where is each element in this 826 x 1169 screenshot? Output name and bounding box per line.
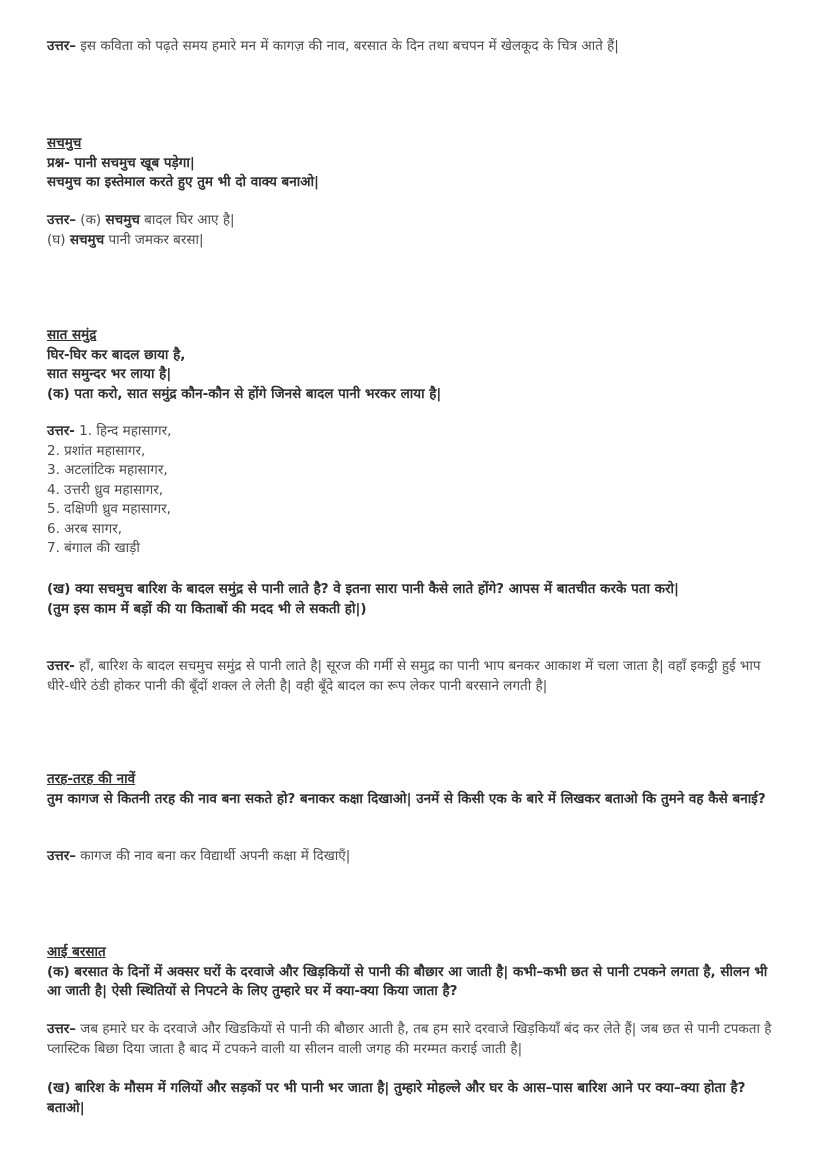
answer-label: उत्तर– [47,848,76,864]
answer-label: उत्तर– [47,38,76,54]
answer-text: बादल घिर आए है| [144,212,235,228]
question-kha [47,580,777,619]
list-item: 5. दक्षिणी ध्रुव महासागर, [47,501,171,517]
section-saat-samudra [47,326,777,404]
answer-keyword: सचमुच [105,212,140,228]
section-heading: सचमुच [47,135,82,151]
list-item: 4. उत्तरी ध्रुव महासागर, [47,481,164,498]
answer-text: कागज की नाव बना कर विद्यार्थी अपनी कक्षा में दिखाएँ| [80,848,351,864]
answer-prefix: (घ) [47,231,66,248]
answer-keyword: सचमुच [69,231,105,248]
naavein-answer [47,847,777,867]
answer-text: इस कविता को पढ़ते समय हमारे मन में कागज़ की नाव, बरसात के दिन तथा बचपन में खेलकूद के चित्र आते हैं| [80,38,619,54]
question-text: तुम कागज से कितनी तरह की नाव बना सकते हो? बनाकर कक्षा दिखाओ| उनमें से किसी एक के बारे में लिखकर बताओ कि तुमने वह कैसे बनाई? [47,790,766,807]
answer-label: उत्तर– [47,212,76,228]
answer-text: जब हमारे घर के दरवाजे और खिडकियों से पानी की बौछार आती है, तब हम सारे दरवाजे खिड़कियाँ बंद कर लेते हैं| जब छत से पानी टपकता है प्लास्टिक बिछा दिया जाता है बाद में टपकने वाली या सीलन वाली जगह की मरम्मत कराई जाती है| [47,1021,772,1057]
kha-answer [47,657,777,696]
sachmuch-answer [47,211,777,250]
answer-text: हाँ, बारिश के बादल सचमुच समुंद्र से पानी लाते है| सूरज की गर्मी से समुद्र का पानी भाप बनकर आकाश में चला जाता है| वहाँ इकट्ठी हुई भाप धीरे-धीरे ठंडी होकर पानी की बूँदों शक्ल ले लेती है| वही बूँदे बादल का रूप लेकर पानी बरसाने लगती है| [47,658,761,694]
list-item: 2. प्रशांत महासागर, [47,442,146,459]
poem-line: घिर-घिर कर बादल छाया है, [47,346,186,363]
list-item: 7. बंगाल की खाड़ी [47,540,140,556]
barsaat-question-kha [47,1079,777,1118]
ocean-list [47,422,777,559]
barsaat-answer [47,1020,777,1059]
question-line: सचमुच का इस्तेमाल करते हुए तुम भी दो वाक्य बनाओ| [47,174,319,190]
section-sachmuch [47,134,777,193]
section-heading: तरह-तरह की नावें [47,771,136,787]
question-ka: (क) पता करो, सात समुंद्र कौन-कौन से होंगे जिनसे बादल पानी भरकर लाया है| [47,385,442,402]
answer-text: पानी जमकर बरसा| [108,231,204,248]
section-barsaat [47,943,777,1002]
section-naavein [47,770,777,809]
poem-line: सात समुन्दर भर लाया है| [47,366,172,382]
question-ka: (क) बरसात के दिनों में अक्सर घरों के दरवाजे और खिड़कियों से पानी की बौछार आ जाती है| कभी–कभी छत से पानी टपकने लगता है, सीलन भी आ जाती है| ऐसी स्थितियों से निपटने के लिए तुम्हारे घर में क्या-क्या किया जाता है? [47,963,768,999]
question-line: प्रश्न- पानी सचमुच खूब पड़ेगा| [47,154,195,171]
question-text: (ख) क्या सचमुच बारिश के बादल समुंद्र से पानी लाते है? वे इतना सारा पानी कैसे लाते होंगे? आपस में बातचीत करके पता करो| [47,581,679,597]
section-heading: सात समुंद्र [47,327,97,343]
question-hint: (तुम इस काम में बड़ों की या किताबों की मदद भी ले सकती हो|) [47,600,367,617]
answer-label: उत्तर- [47,658,75,674]
q1-answer [47,37,777,57]
list-item: 6. अरब सागर, [47,520,123,537]
list-item: 3. अटलांटिक महासागर, [47,462,168,478]
answer-label: उत्तर– [47,1021,76,1037]
answer-label: उत्तर- [47,423,75,439]
answer-prefix: (क) [80,212,102,228]
question-kha: (ख) बारिश के मौसम में गलियों और सड़कों पर भी पानी भर जाता है| तुम्हारे मोहल्ले और घर के आस–पास बारिश आने पर क्या–क्या होता है? बताओ| [47,1080,746,1116]
section-heading: आई बरसात [47,944,106,960]
list-item: 1. हिन्द महासागर, [79,423,172,439]
